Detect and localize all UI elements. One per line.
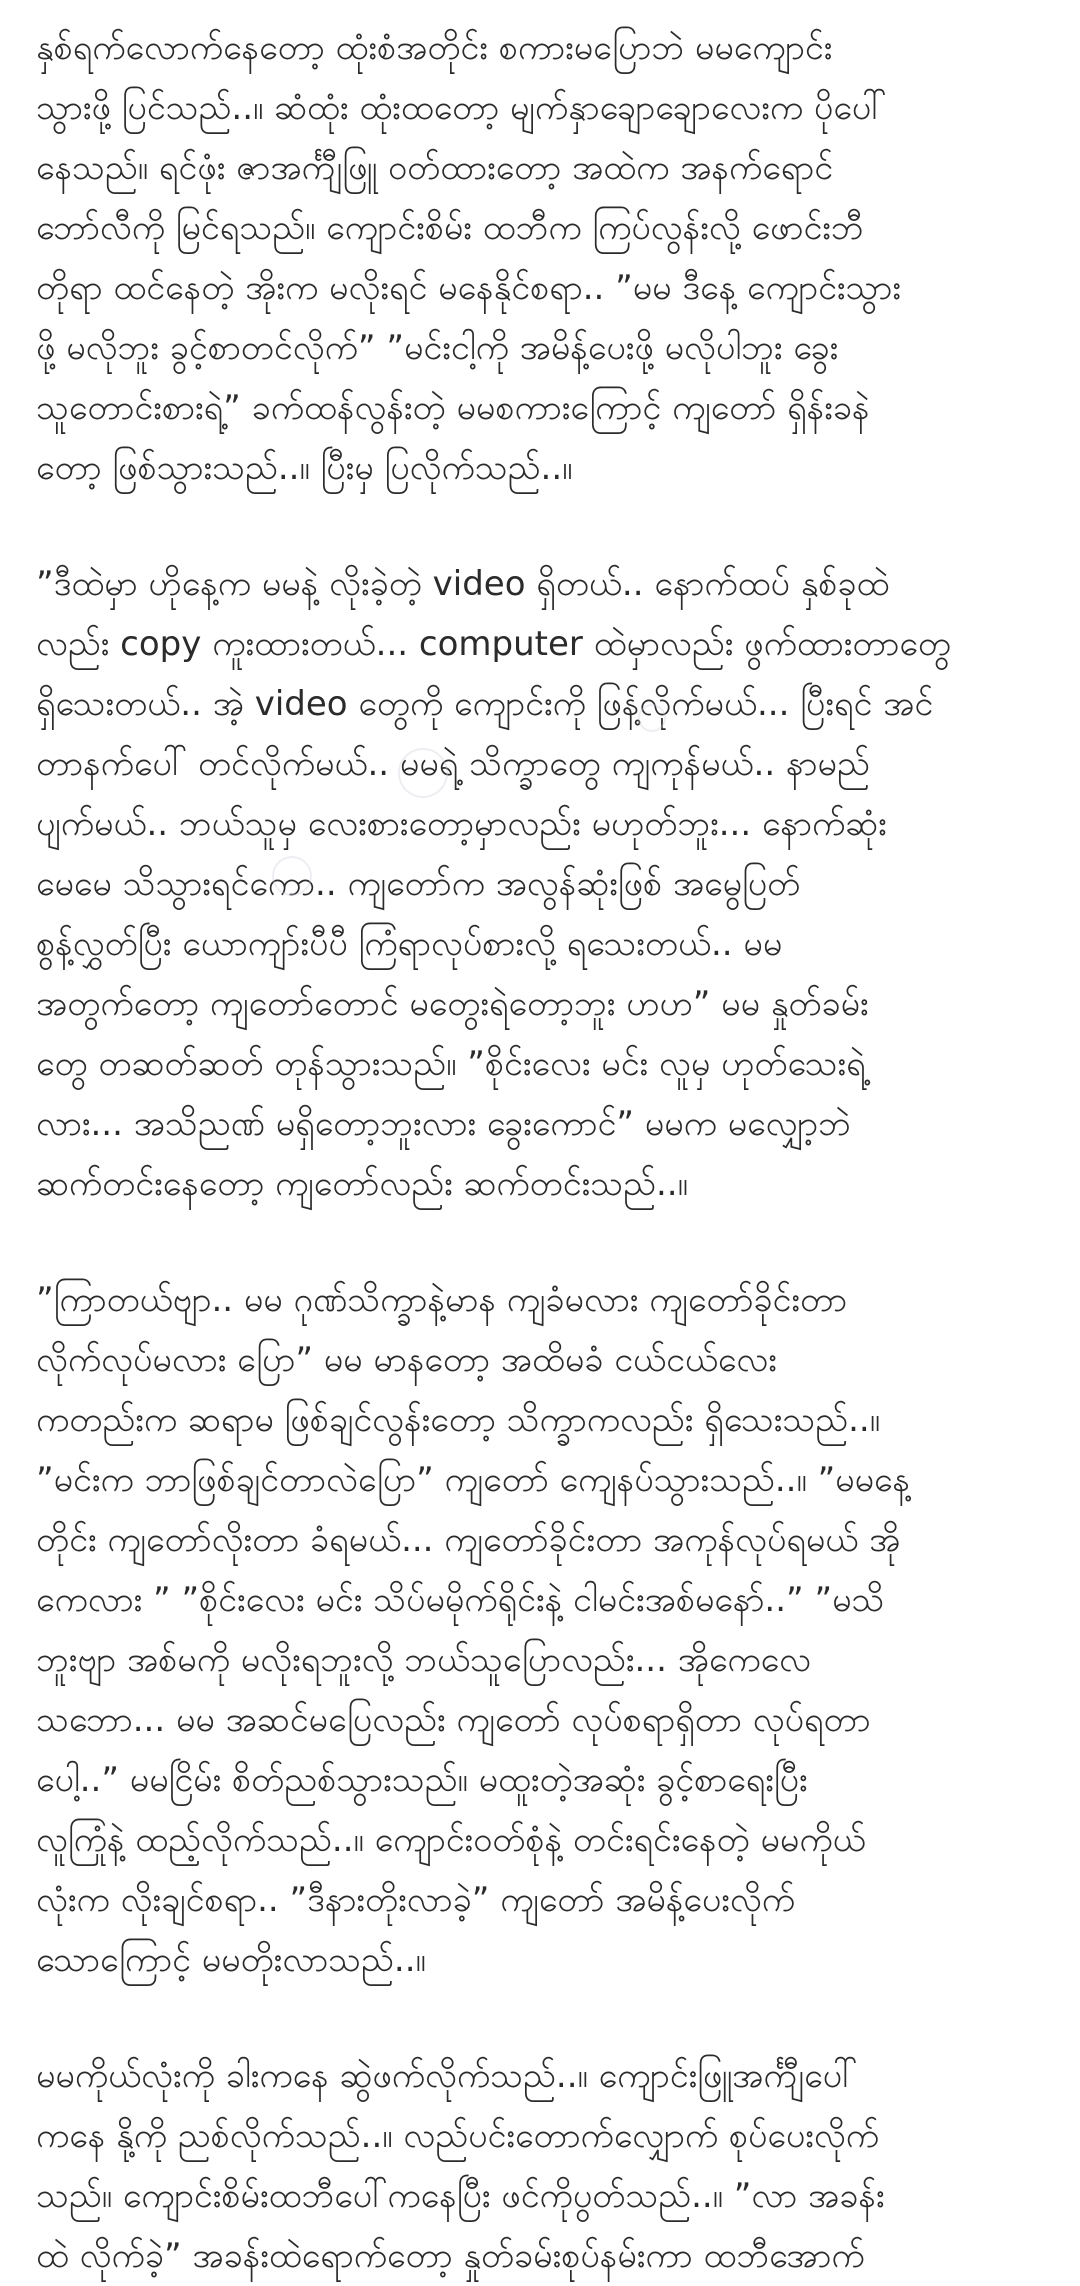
text-line: ကနေ နို့ကို ညစ်လိုက်သည်..။ လည်ပင်းတောက်လျှောက် စုပ်ပေးလိုက် — [36, 2116, 880, 2156]
text-line: ကေလား ” ”စိုင်းလေး မင်း သိပ်မမိုက်ရိုင်းနဲ့ ငါမင်းအစ်မနော်..” ”မသိ — [36, 1580, 885, 1620]
text-line: သောကြောင့် မမတိုးလာသည်..။ — [36, 1940, 426, 1980]
text-line: ဘူးဗျာ အစ်မကို မလိုးရဘူးလို့ ဘယ်သူပြောလည်း... အိုကေလေ — [36, 1640, 812, 1680]
text-line: ”ကြာတယ်ဗျာ.. မမ ဂုဏ်သိက္ခာနဲ့မာန ကျခံမလား ကျတော်ခိုင်းတာ — [36, 1280, 848, 1320]
text-line: သည်။ ကျောင်းစိမ်းထဘီပေါ်ကနေပြီး ဖင်ကိုပွတ်သည်..။ ”လာ အခန်း — [36, 2176, 885, 2216]
text-line: တာနက်ပေါ် တင်လိုက်မယ်.. မမရဲ့ သိက္ခာတွေ ကျကုန်မယ်.. နာမည် — [36, 744, 870, 784]
story-paragraph-2 — [36, 554, 1044, 1214]
text-line: ”ဒီထဲမှာ ဟိုနေ့က မမနဲ့ လိုးခဲ့တဲ့ video ရှိတယ်.. နောက်ထပ် နှစ်ခုထဲ — [36, 564, 890, 604]
story-paragraph-1 — [36, 18, 1044, 498]
text-line: နှစ်ရက်လောက်နေတော့ ထုံးစံအတိုင်း စကားမပြောဘဲ မမကျောင်း — [36, 28, 833, 68]
text-line: ကတည်းက ဆရာမ ဖြစ်ချင်လွန်းတော့ သိက္ခာကလည်း ရှိသေးသည်..။ — [36, 1400, 881, 1440]
text-line: လိုက်လုပ်မလား ပြော” မမ မာနတော့ အထိမခံ ငယ်ငယ်လေး — [36, 1340, 777, 1380]
text-line: သွားဖို့ ပြင်သည်..။ ဆံထုံး ထုံးထတော့ မျက်နှာချောချောလေးက ပိုပေါ် — [36, 88, 887, 128]
text-line: မမကိုယ်လုံးကို ခါးကနေ ဆွဲဖက်လိုက်သည်..။ ကျောင်းဖြူအင်္ကျီပေါ် — [36, 2056, 858, 2096]
text-line: စွန့်လွှတ်ပြီး ယောကျာ်းပီပီ ကြံရာလုပ်စားလို့ ရသေးတယ်.. မမ — [36, 924, 783, 964]
text-line: မေမေ သိသွားရင်ကော.. ကျတော်က အလွန်ဆုံးဖြစ် အမွေပြတ် — [36, 864, 801, 904]
text-line: နေသည်။ ရင်ဖုံး ဇာအင်္ကျီဖြူ ဝတ်ထားတော့ အထဲက အနက်ရောင် — [36, 148, 834, 188]
text-line: သူတောင်းစားရဲ့” ခက်ထန်လွန်းတဲ့ မမစကားကြောင့် ကျတော် ရှိန်းခနဲ — [36, 388, 870, 428]
text-line: လုံးက လိုးချင်စရာ.. ”ဒီနားတိုးလာခဲ့” ကျတော် အမိန့်ပေးလိုက် — [36, 1880, 796, 1920]
text-line: တော့ ဖြစ်သွားသည်..။ ပြီးမှ ပြလိုက်သည်..။ — [36, 448, 573, 488]
text-line: တိုင်း ကျတော်လိုးတာ ခံရမယ်... ကျတော်ခိုင်းတာ အကုန်လုပ်ရမယ် အို — [36, 1520, 901, 1560]
text-line: ဆက်တင်းနေတော့ ကျတော်လည်း ဆက်တင်းသည်..။ — [36, 1164, 688, 1204]
text-line: ”မင်းက ဘာဖြစ်ချင်တာလဲပြော” ကျတော် ကျေနပ်သွားသည်..။ ”မမနေ့ — [36, 1460, 911, 1500]
text-line: ရှိသေးတယ်.. အဲ့ video တွေကို ကျောင်းကို ဖြန့်လိုက်မယ်... ပြီးရင် အင် — [36, 684, 934, 724]
text-line: လူကြုံနဲ့ ထည့်လိုက်သည်..။ ကျောင်းဝတ်စုံနဲ့ တင်းရင်းနေတဲ့ မမကိုယ် — [36, 1820, 866, 1860]
text-line: ထဲ လိုက်ခဲ့” အခန်းထဲရောက်တော့ နှုတ်ခမ်းစုပ်နမ်းကာ ထဘီအောက် — [36, 2236, 865, 2276]
text-line: ဘော်လီကို မြင်ရသည်။ ကျောင်းစိမ်း ထဘီက ကြပ်လွန်းလို့ ဖောင်းဘီ — [36, 208, 864, 248]
text-line: ဖို့ မလိုဘူး ခွင့်စာတင်လိုက်” ”မင်းငါ့ကို အမိန့်ပေးဖို့ မလိုပါဘူး ခွေး — [36, 328, 839, 368]
text-line: တွေ တဆတ်ဆတ် တုန်သွားသည်။ ”စိုင်းလေး မင်း လူမှ ဟုတ်သေးရဲ့ — [36, 1044, 866, 1084]
story-paragraph-4 — [36, 2046, 1044, 2286]
text-line: သဘော... မမ အဆင်မပြေလည်း ကျတော် လုပ်စရာရှိတာ လုပ်ရတာ — [36, 1700, 871, 1740]
story-paragraph-3 — [36, 1270, 1044, 1990]
text-line: တိုရာ ထင်နေတဲ့ အိုးက မလိုးရင် မနေနိုင်စရာ.. ”မမ ဒီနေ့ ကျောင်းသွား — [36, 268, 902, 308]
text-line: ပေါ့..” မမငြိမ်း စိတ်ညစ်သွားသည်။ မထူးတဲ့အဆုံး ခွင့်စာရေးပြီး — [36, 1760, 808, 1800]
text-line: ပျက်မယ်.. ဘယ်သူမှ လေးစားတော့မှာလည်း မဟုတ်ဘူး... နောက်ဆုံး — [36, 804, 887, 844]
text-line: အတွက်တော့ ကျတော်တောင် မတွေးရဲတော့ဘူး ဟဟ” မမ နှုတ်ခမ်း — [36, 984, 869, 1024]
text-line: လား... အသိညဏ် မရှိတော့ဘူးလား ခွေးကောင်” မမက မလျှော့ဘဲ — [36, 1104, 851, 1144]
text-line: လည်း copy ကူးထားတယ်... computer ထဲမှာလည်း ဖွက်ထားတာတွေ — [36, 624, 951, 664]
